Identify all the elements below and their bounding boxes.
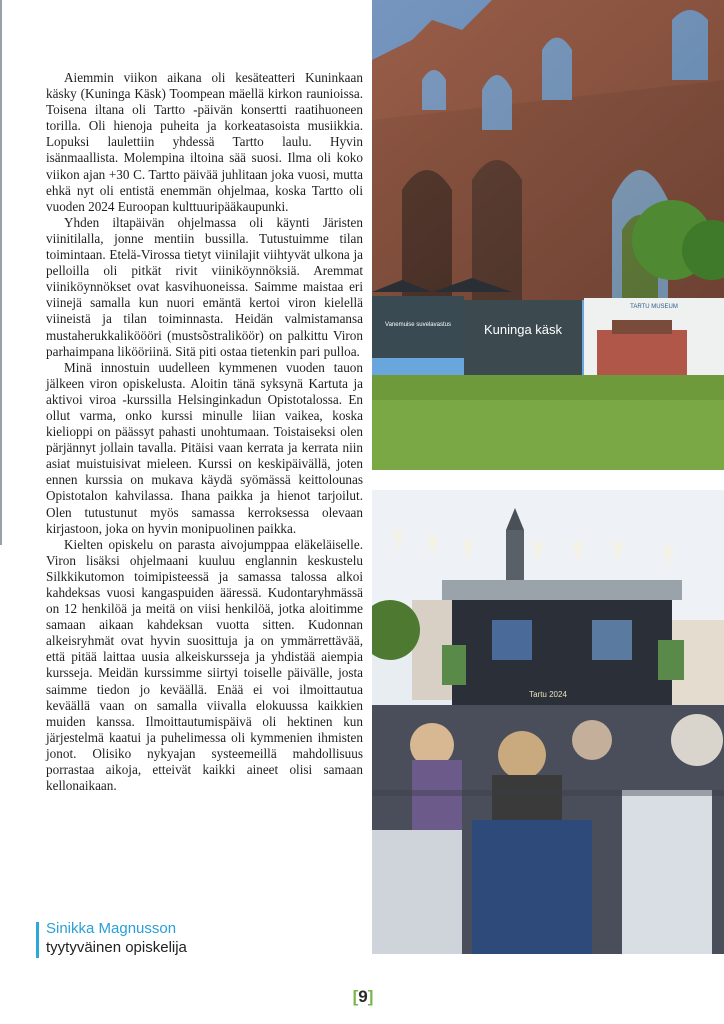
banner-right-text: TARTU MUSEUM bbox=[630, 304, 678, 310]
author-name: Sinikka Magnusson bbox=[46, 920, 177, 937]
left-margin-rule bbox=[0, 0, 2, 545]
page-number-bracket-close: ] bbox=[367, 987, 374, 1006]
concert-audience-photo bbox=[372, 490, 724, 954]
page-number-bracket-open: [ bbox=[352, 987, 359, 1006]
page-number-value: 9 bbox=[358, 987, 368, 1006]
cathedral-ruins-photo bbox=[372, 0, 724, 470]
author-signature bbox=[46, 920, 356, 957]
stage-screen-label: Tartu 2024 bbox=[529, 690, 567, 699]
article-body bbox=[46, 70, 363, 794]
paragraph-2: Yhden iltapäivän ohjelmassa oli käynti Järisten viinitilalla, jonne mentiin bussilla. Tutustuimme tilan toimintaan. Etelä-Virossa tietyt viinilajit viihtyvät ulkona ja pelloilla oli pitkät rivit viiniköynnöksiä. Aremmat viiniköynnökset ovat kasvihuoneissa. Saimme maistaa eri viinejä samalla kun nuori emäntä kertoi viron kielellä viineistä ja tilan toiminnasta. Heidän valmistamansa mustaherukkaliköööri (mustsõstraliköör) on palkittu Viron parhaimpana likööriinä. Sitä piti ostaa tietenkin pari pulloa. bbox=[46, 214, 363, 359]
paragraph-4: Kielten opiskelu on parasta aivojumppaa eläkeläiselle. Viron lisäksi ohjelmaani kuuluu englannin keskustelu Silkkikutomon toimipisteessä ja samassa talossa alkoi kahdeksas vuosi kangaspuiden ääressä. Kudontaryhmässä on 12 henkilöä ja meitä on viisi henkilöä, jotka aloitimme samaan aikaan kahdeksan vuotta sitten. Kudonnan alkeisryhmät ovat hyvin suosittuja ja on ymmärrettävää, että pitää laittaa uusia alkeiskursseja ja yhdistää aiempia kursseja. Meidän kurssimme siirtyi toiselle päivälle, josta saimme tiedon jo keväällä. Enää ei voi ilmoittautua keväällä vaan on samalla viivalla elokuussa kaikkien muiden kanssa. Ilmoittautumispäivä oli hektinen kun järjestelmä kaatui ja puhelimessa oli kymmenien ihmisten jonot. Olisiko nykyajan systeemeillä mahdollisuus porrastaa aikoja, etteivät kaikki aineet olisi samaan kellonaikaan. bbox=[46, 536, 363, 794]
cathedral-ruins-illustration bbox=[372, 0, 724, 470]
banner-center-text: Kuninga käsk bbox=[483, 322, 563, 337]
paragraph-3: Minä innostuin uudelleen kymmenen vuoden tauon jälkeen viron opiskelusta. Aloitin tänä syksynä Kartuta ja aktivoi viroa -kurssilla Helsinginkadun Opistotalossa. En ollut varma, onko kurssi minulle liian vaikea, koska kielioppi on päässyt pahasti unohtumaan. Toistaiseksi olen pärjännyt jollain tavalla. Pitäisi vaan kerrata ja kerrata niin asiat muistuisivat mieleen. Kurssi on keskipäivällä, joten ennen kurssia on mukava käydä syömässä keittolounas Opistotalon kahvilassa. Ihana paikka ja hienot tarjoilut. Olen tutustunut myös samassa kerroksessa olevaan kirjastoon, joka on hyvin monipuolinen paikka. bbox=[46, 359, 363, 536]
banner-left-text: Vanemuise suvelavastus bbox=[385, 322, 451, 328]
author-role: tyytyväinen opiskelija bbox=[46, 939, 187, 956]
page-number bbox=[349, 987, 377, 1007]
paragraph-1: Aiemmin viikon aikana oli kesäteatteri Kuninkaan käsky (Kuninga Käsk) Toompean mäellä kirkon raunioissa. Toisena iltana oli Tartto -päivän konsertti raatihuoneen torilla. Oli hienoja puheita ja korkeatasoista musiikkia. Lopuksi laulettiin yhdessä Tartto laulu. Hyvin isänmaallista. Molempina iltoina sää suosi. Ilma oli koko viikon ajan +30 C. Tartto päivää juhlitaan joka vuosi, mutta ehkä nyt oli entistä enemmän ohjelmaa, koska Tartto oli vuoden 2024 Euroopan kulttuuripääkaupunki. bbox=[46, 70, 363, 214]
author-accent-bar bbox=[36, 922, 39, 958]
concert-audience-illustration bbox=[372, 490, 724, 954]
